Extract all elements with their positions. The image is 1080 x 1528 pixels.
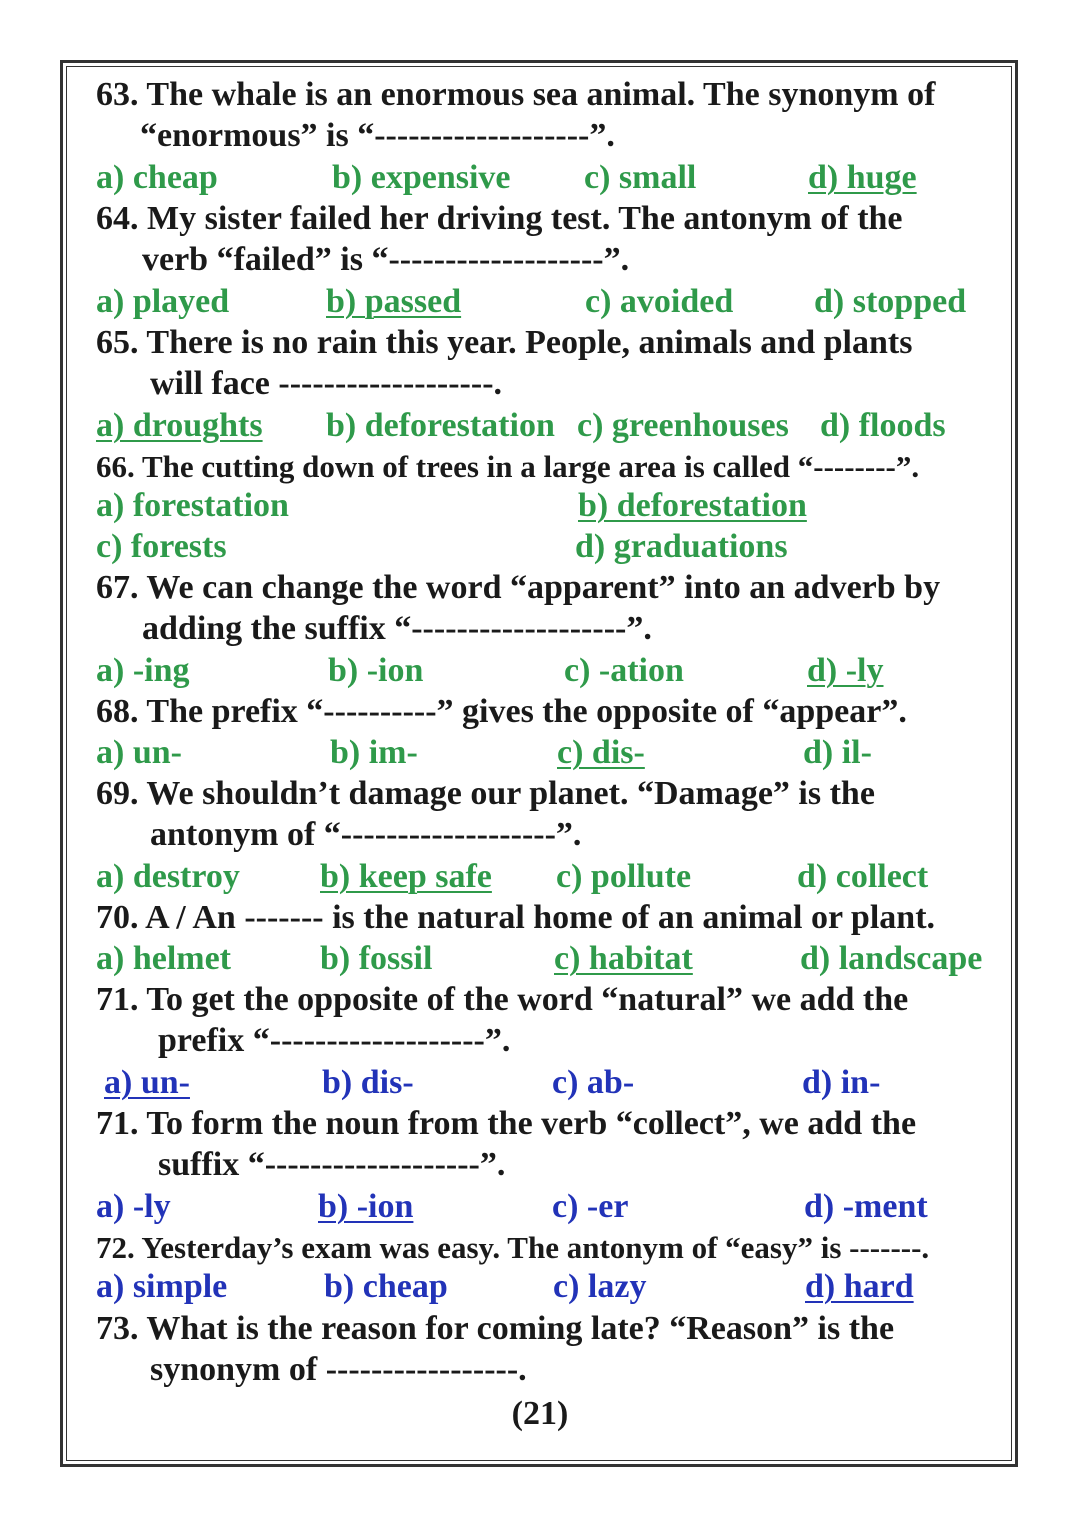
q67-option-a: a) -ing [96,652,190,689]
q63-text: 63. The whale is an enormous sea animal. The synonym of [96,76,936,113]
q64-option-c: c) avoided [585,283,734,320]
q71a-option-b: b) dis- [322,1064,414,1101]
page-number: (21) [511,1395,569,1432]
q66-option-b-answer: b) deforestation [578,487,807,524]
q63-option-c: c) small [584,159,697,196]
q68-text: 68. The prefix “----------” gives the opposite of “appear”. [96,693,907,730]
q71a-option-c: c) ab- [552,1064,635,1101]
q71b-option-c: c) -er [552,1188,629,1225]
q65-option-c: c) greenhouses [577,407,789,444]
q63-option-d-answer: d) huge [808,159,917,196]
q65-text-cont: will face -------------------. [150,365,503,402]
q73-text: 73. What is the reason for coming late? “Reason” is the [96,1310,895,1347]
q71b-option-a: a) -ly [96,1188,171,1225]
q72-option-a: a) simple [96,1268,228,1305]
q69-option-b-answer: b) keep safe [320,858,492,895]
q63-option-a: a) cheap [96,159,218,196]
q64-text-cont: verb “failed” is “-------------------”. [142,241,630,278]
q69-text: 69. We shouldn’t damage our planet. “Damage” is the [96,775,875,812]
q67-option-b: b) -ion [328,652,424,689]
q67-option-d-answer: d) -ly [807,652,884,689]
q70-text: 70. A / An ------- is the natural home of an animal or plant. [96,899,936,936]
q65-option-d: d) floods [820,407,946,444]
q71b-option-b-answer: b) -ion [318,1188,414,1225]
q68-option-b: b) im- [330,734,418,771]
q66-option-a: a) forestation [96,487,289,524]
q63-text-cont: “enormous” is “-------------------”. [140,117,615,154]
q70-option-c-answer: c) habitat [554,940,693,977]
q72-option-d-answer: d) hard [805,1268,914,1305]
q67-text-cont: adding the suffix “-------------------”. [142,610,652,647]
q69-option-d: d) collect [797,858,929,895]
q68-option-a: a) un- [96,734,182,771]
q71a-option-d: d) in- [802,1064,881,1101]
q73-text-cont: synonym of -----------------. [150,1351,527,1388]
q69-text-cont: antonym of “-------------------”. [150,816,582,853]
q72-text: 72. Yesterday’s exam was easy. The antonym of “easy” is -------. [96,1230,930,1265]
q72-option-b: b) cheap [324,1268,448,1305]
q63-option-b: b) expensive [332,159,511,196]
q67-option-c: c) -ation [564,652,684,689]
q64-option-a: a) played [96,283,230,320]
q72-option-c: c) lazy [553,1268,647,1305]
q70-option-b: b) fossil [320,940,433,977]
q67-text: 67. We can change the word “apparent” into an adverb by [96,569,941,606]
q71a-text-cont: prefix “-------------------”. [158,1022,511,1059]
q68-option-c-answer: c) dis- [557,734,645,771]
q66-text: 66. The cutting down of trees in a large area is called “--------”. [96,449,920,484]
q70-option-d: d) landscape [800,940,983,977]
q65-option-b: b) deforestation [326,407,555,444]
q71b-text-cont: suffix “-------------------”. [158,1146,506,1183]
q71a-text: 71. To get the opposite of the word “natural” we add the [96,981,909,1018]
q64-option-b-answer: b) passed [326,283,462,320]
q64-option-d: d) stopped [814,283,967,320]
q68-option-d: d) il- [803,734,872,771]
q64-text: 64. My sister failed her driving test. The antonym of the [96,200,903,237]
q69-option-a: a) destroy [96,858,240,895]
q69-option-c: c) pollute [556,858,692,895]
q71b-text: 71. To form the noun from the verb “collect”, we add the [96,1105,917,1142]
q70-option-a: a) helmet [96,940,232,977]
q66-option-c: c) forests [96,528,227,565]
q65-option-a-answer: a) droughts [96,407,263,444]
q66-option-d: d) graduations [575,528,788,565]
q71b-option-d: d) -ment [804,1188,928,1225]
q65-text: 65. There is no rain this year. People, animals and plants [96,324,913,361]
q71a-option-a-answer: a) un- [104,1064,190,1101]
